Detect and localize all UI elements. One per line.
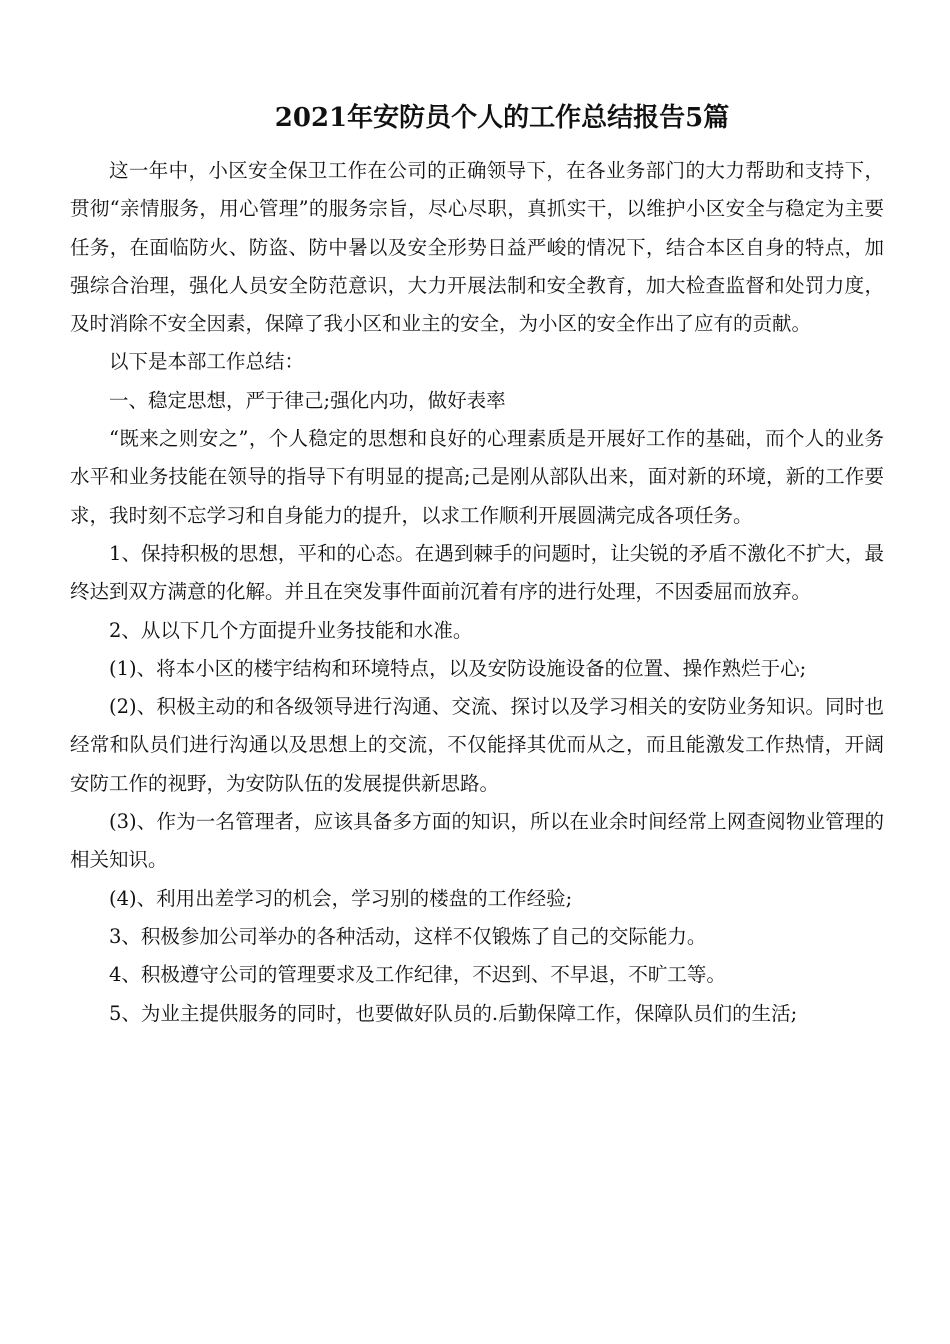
sub-item-3: (3)、作为一名管理者，应该具备多方面的知识，所以在业余时间经常上网查阅物业管理的相关知识。 [70,810,884,872]
list-item-4: 4、积极遵守公司的管理要求及工作纪律，不迟到、不早退，不旷工等。 [109,963,726,987]
sub-item-1: (1)、将本小区的楼宇结构和环境特点，以及安防设施设备的位置、操作熟烂于心; [109,656,807,680]
paragraph-intro: 这一年中，小区安全保卫工作在公司的正确领导下，在各业务部门的大力帮助和支持下，贯彻“亲情服务，用心管理”的服务宗旨，尽心尽职，真抓实干，以维护小区安全与稳定为主要任务，在面临防火、防盗、防中暑以及安全形势日益严峻的情况下，结合本区自身的特点，加强综合治理，强化人员安全防范意识，大力开展法制和安全教育，加大检查监督和处罚力度，及时消除不安全因素，保障了我小区和业主的安全，为小区的安全作出了应有的贡献。 [70,159,884,336]
sub-item-2: (2)、积极主动的和各级领导进行沟通、交流、探讨以及学习相关的安防业务知识。同时也经常和队员们进行沟通以及思想上的交流，不仅能择其优而从之，而且能激发工作热情，开阔安防工作的视野，为安防队伍的发展提供新思路。 [70,695,884,795]
list-item-1: 1、保持积极的思想，平和的心态。在遇到棘手的问题时，让尖锐的矛盾不激化不扩大，最终达到双方满意的化解。并且在突发事件面前沉着有序的进行处理，不因委屈而放弃。 [70,541,884,604]
list-item-2: 2、从以下几个方面提升业务技能和水准。 [109,618,473,642]
section-heading-1: 一、稳定思想，严于律己;强化内功，做好表率 [109,388,506,412]
list-item-3: 3、积极参加公司举办的各种活动，这样不仅锻炼了自己的交际能力。 [109,924,707,948]
document-title: 2021年安防员个人的工作总结报告5篇 [274,103,730,133]
sub-item-4: (4)、利用出差学习的机会，学习别的楼盘的工作经验; [109,886,573,910]
list-item-5: 5、为业主提供服务的同时，也要做好队员的.后勤保障工作，保障队员们的生活; [109,1001,798,1025]
document-body [70,152,884,1033]
paragraph-mindset: “既来之则安之”，个人稳定的思想和良好的心理素质是开展好工作的基础，而个人的业务水平和业务技能在领导的指导下有明显的提高;己是刚从部队出来，面对新的环境，新的工作要求，我时刻不忘学习和自身能力的提升，以求工作顺利开展圆满完成各项任务。 [70,427,884,527]
paragraph-summary-lead: 以下是本部工作总结： [109,350,305,374]
